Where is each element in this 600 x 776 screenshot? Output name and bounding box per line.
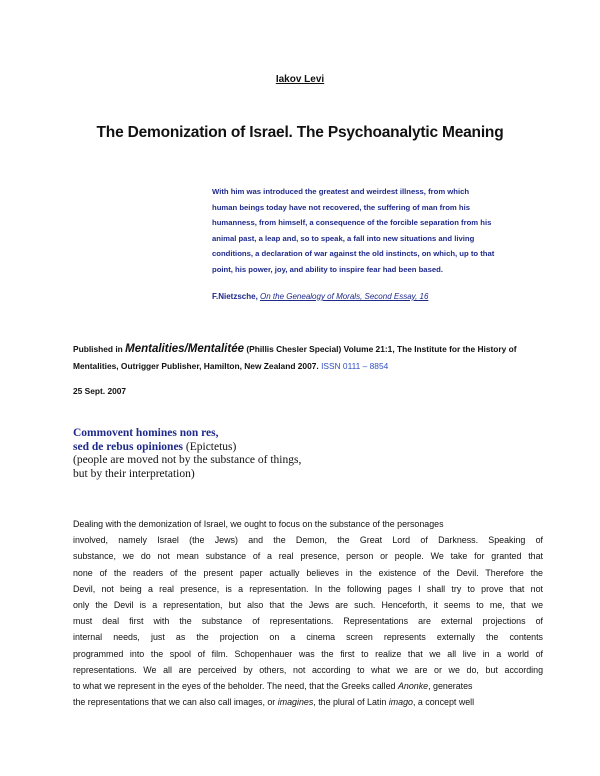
epigraph-line: point, his power, joy, and ability to inspire fear had been based.: [212, 264, 443, 274]
attribution-author: F.Nietzsche,: [212, 292, 261, 301]
issn-link[interactable]: ISSN 0111 – 8854: [321, 361, 389, 371]
body-line-text: the representations that we can also call images, or: [73, 697, 278, 708]
epigraph-line: human beings today have not recovered, the suffering of man from his: [212, 202, 471, 212]
publication-details: (Phillis Chesler Special) Volume 21:1, The Institute for the History of Mentalities, Outrigger Publisher, Hamilton, New Zealand 2007.: [73, 344, 517, 371]
body-line: Devil, not being a real presence, is a representation. In the following pages I shall try to prove that not: [73, 583, 543, 594]
publication-prefix: Published in: [73, 344, 126, 354]
body-line: must deal first with the substance of representations. Representations are external projections of: [73, 616, 543, 627]
latin-line-1: Commovent homines non res,: [73, 427, 219, 439]
latin-line-2: sed de rebus opiniones: [73, 440, 184, 453]
epigraph-line: With him was introduced the greatest and weirdest illness, from which: [212, 187, 470, 196]
body-line: programmed into the spool of film. Schopenhauer was the first to realize that we all live in a world of: [73, 648, 543, 659]
body-line: only the Devil is a representation, but also that the Jews are such. Henceforth, it seems to me, that we: [73, 600, 543, 611]
author-name: Iakov Levi: [275, 74, 325, 85]
journal-name: Mentalities/Mentalitée: [125, 343, 244, 355]
body-line: internal needs, just as the projection on a cinema screen represents externally the contents: [73, 632, 543, 643]
body-line: none of the readers of the present paper actually believes in the existence of the Devil. Therefore the: [73, 567, 543, 578]
epigraph-line: animal past, a leap and, so to speak, a fall into new situations and living: [212, 233, 475, 243]
epigraph: [212, 184, 542, 278]
body-paragraph: [73, 516, 543, 710]
epigraph-line: conditions, a declaration of war against the old instincts, on which, up to that: [212, 249, 495, 259]
attribution-work-link[interactable]: On the Genealogy of Morals, Second Essay, 16: [260, 292, 429, 301]
epigraph-attribution: [212, 292, 428, 301]
translation-line-2: but by their interpretation): [73, 467, 195, 480]
translation-line-1: (people are moved not by the substance of things,: [73, 454, 302, 466]
imago-term: imago: [388, 697, 413, 708]
paper-title: The Demonization of Israel. The Psychoanalytic Meaning: [96, 124, 504, 141]
body-line: substance, we do not mean substance of a real presence, person or people. We take for granted that: [73, 551, 543, 562]
anoke-term: Anonke: [397, 681, 429, 692]
body-line-text: , the plural of Latin: [313, 697, 389, 708]
body-line: Dealing with the demonization of Israel, we ought to focus on the substance of the personages: [73, 519, 444, 529]
epigraph-line: humanness, from himself, a consequence of the forcible separation from his: [212, 218, 492, 228]
body-line: representations. We all are perceived by others, not according to what we are or we do, but according: [73, 664, 543, 675]
body-line-text: , a concept well: [412, 697, 475, 708]
quote-source: (Epictetus): [183, 440, 237, 453]
body-line: [73, 694, 543, 710]
body-line: involved, namely Israel (the Jews) and the Demon, the Great Lord of Darkness. Speaking of: [73, 535, 543, 546]
publication-info: [73, 341, 543, 375]
imagines-term: imagines: [277, 697, 314, 708]
body-line-text: to what we represent in the eyes of the beholder. The need, that the Greeks called: [73, 681, 398, 692]
publication-date: 25 Sept. 2007: [73, 386, 127, 396]
latin-quote: [73, 427, 373, 481]
body-line-tail: , generates: [428, 681, 473, 692]
body-line: [73, 678, 543, 694]
